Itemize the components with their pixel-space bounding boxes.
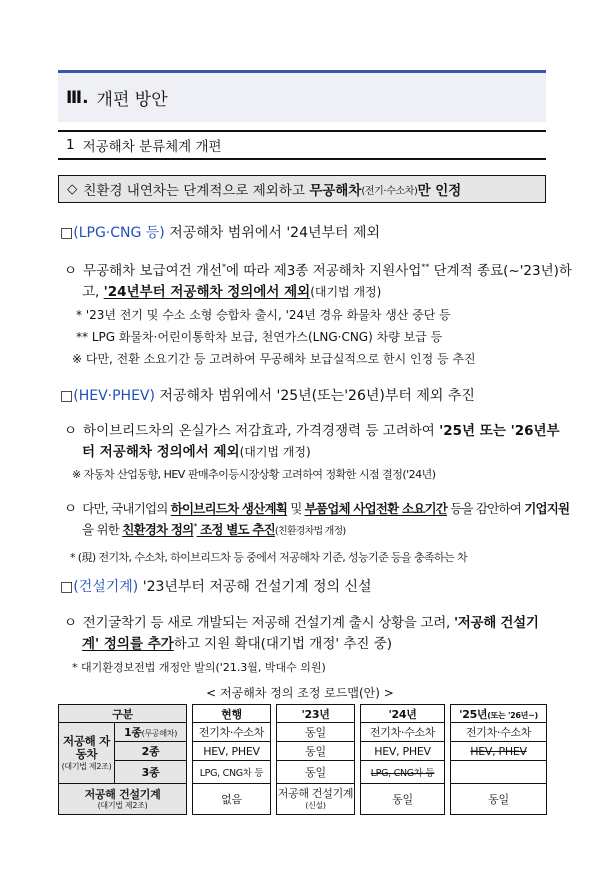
p2-emphasis: '25년 또는 '26년부 (439, 423, 560, 439)
table-row (59, 723, 547, 742)
footnote-mark: * (222, 262, 227, 272)
heading-text: 저공해차 범위에서 '24년부터 제외 (164, 225, 381, 241)
p3-text-d: 을 위한 (82, 522, 123, 537)
cell-current: 없음 (193, 784, 271, 815)
o-bullet: ㅇ (64, 501, 77, 517)
class-label: 3종 (115, 761, 187, 784)
heading-keyword: (HEV·PHEV) (73, 388, 155, 404)
p3-paren: (친환경차법 개정) (274, 526, 346, 537)
note-4: ※ 자동차 산업동향, HEV 판매추이등시장상황 고려하여 정확한 시점 결정('24년) (72, 468, 436, 481)
subsection-title-bar (58, 130, 546, 160)
cell-2025-struck: HEV, PHEV (451, 742, 547, 761)
cell-current: LPG, CNG차 등 (193, 761, 271, 784)
cell-2023: 동일 (277, 761, 355, 784)
footnote-mark: ** (421, 262, 430, 272)
group-name: 저공해 건설기계 (84, 787, 161, 801)
p3-emphasis-d: 친환경차 정의 (122, 522, 194, 537)
class-label: 2종 (115, 742, 187, 761)
group-note: (대기법 제2조) (61, 761, 112, 771)
p3-emphasis-a: 하이브리드차 생산계획 (170, 501, 288, 516)
group-name: 저공해 자동차 (63, 734, 110, 762)
p1-text-c: 단계적 종료(~'23년)하 (429, 263, 572, 279)
subsection-title: 저공해차 분류체계 개편 (82, 139, 222, 155)
group-construction-machinery (59, 784, 187, 815)
note-2: ** LPG 화물차·어린이통학차 보급, 천연가스(LNG·CNG) 차량 보급 등 (76, 330, 443, 344)
cell-2024-struck: LPG, CNG차 등 (361, 761, 445, 784)
p3-text-c: 등을 감안하여 (447, 501, 525, 516)
p4-emphasis-b: 계' 정의를 추가 (82, 636, 174, 652)
box-bullet: □ (60, 225, 74, 241)
summary-paren: (전기·수소차) (361, 185, 418, 197)
note-6: * 대기환경보전법 개정안 발의('21.3월, 박대수 의원) (72, 661, 326, 674)
table-row (59, 742, 547, 761)
heading-keyword: (건설기계) (73, 579, 139, 595)
p4-text-a: 전기굴착기 등 새로 개발되는 저공해 건설기계 출시 상황을 고려, (82, 615, 454, 631)
summary-post: 만 인정 (417, 183, 462, 199)
p3-text-a: 다만, 국내기업의 (82, 501, 171, 516)
paragraph-1-line-1 (64, 259, 572, 279)
paragraph-4-line-1 (64, 611, 539, 631)
cell-2024: 동일 (361, 784, 445, 815)
section-title: 개편 방안 (96, 90, 168, 110)
summary-text: 친환경 내연차는 단계적으로 제외하고 (83, 183, 310, 199)
note-3: ※ 다만, 전환 소요기간 등 고려하여 무공해차 보급실적으로 한시 인정 등 추진 (72, 352, 476, 366)
note-1: * '23년 전기 및 수소 소형 승합차 출시, '24년 경유 화물차 생산 중단 등 (76, 308, 451, 322)
p1-text-b: 에 따라 제3종 저공해차 지원사업 (226, 263, 422, 279)
p3-text-b: 및 (287, 501, 305, 516)
box-bullet: □ (60, 579, 74, 595)
class-note: (무공해차) (141, 729, 178, 738)
paragraph-3-line-1 (64, 497, 569, 517)
paragraph-3-line-2 (82, 520, 346, 538)
p4-text-b: 하고 지원 확대(대기법 개정' 추진 중) (173, 636, 393, 652)
p2-emphasis-2: 터 저공해차 정의에서 제외 (82, 444, 240, 460)
heading-hev-phev (60, 385, 475, 405)
header-2025-label: '25년 (459, 707, 488, 721)
footnote-mark: * (193, 521, 197, 531)
p3-emphasis-e: 조정 별도 추진 (196, 522, 275, 537)
header-2024: '24년 (361, 705, 445, 723)
group-low-emission-vehicle (59, 723, 115, 784)
cell-2025 (451, 761, 547, 784)
o-bullet: ㅇ (64, 615, 77, 631)
header-current: 현행 (193, 705, 271, 723)
cell-2025: 동일 (451, 784, 547, 815)
header-2025 (451, 705, 547, 723)
p1-paren: (대기법 개정) (310, 285, 382, 299)
heading-text: 저공해차 범위에서 '25년(또는'26년)부터 제외 추진 (154, 388, 475, 404)
o-bullet: ㅇ (64, 263, 78, 279)
diamond-bullet: ◇ (67, 181, 78, 197)
cell-2024: 전기차·수소차 (361, 723, 445, 742)
section-number: Ⅲ. (66, 87, 89, 108)
roadmap-caption: < 저공해차 정의 조정 로드맵(안) > (206, 686, 394, 700)
p2-paren: (대기법 개정) (239, 445, 311, 459)
paragraph-2-line-2 (82, 440, 311, 460)
p1-text-d: 고, (82, 284, 104, 300)
cell-2023 (277, 784, 355, 815)
cell-2023-note: (신설) (305, 800, 326, 810)
class-label: 1종 (123, 726, 142, 739)
cell-2023: 동일 (277, 742, 355, 761)
summary-box (58, 175, 546, 203)
p3-emphasis-b: 부품업체 사업전환 소요기간 (304, 501, 448, 516)
header-category: 구분 (59, 705, 187, 723)
cell-2023: 동일 (277, 723, 355, 742)
paragraph-2-line-1 (64, 419, 560, 439)
heading-lpg-cng (60, 222, 380, 242)
cell-2023-label: 저공해 건설기계 (277, 787, 354, 801)
group-note: (대기법 제2조) (97, 800, 148, 810)
p1-emphasis: '24년부터 저공해차 정의에서 제외 (103, 284, 311, 300)
cell-current: 전기차·수소차 (193, 723, 271, 742)
paragraph-1-line-2 (82, 280, 381, 300)
heading-text: '23년부터 저공해 건설기계 정의 신설 (138, 579, 372, 595)
cell-current: HEV, PHEV (193, 742, 271, 761)
table-row (59, 784, 547, 815)
heading-construction (60, 576, 372, 596)
p1-text-a: 무공해차 보급여건 개선 (83, 263, 223, 279)
p3-emphasis-c: 기업지원 (524, 501, 570, 516)
cell-2024: HEV, PHEV (361, 742, 445, 761)
note-5: * (現) 전기차, 수소차, 하이브리드차 등 중에서 저공해차 기준, 성능기준 등을 충족하는 차 (70, 551, 467, 564)
subsection-number: 1 (66, 137, 75, 153)
section-title-bar (58, 70, 546, 122)
roadmap-table (58, 704, 547, 815)
header-2025-note: (또는 '26년~) (487, 710, 538, 720)
roadmap-header-row (59, 705, 547, 723)
p2-text-a: 하이브리드차의 온실가스 저감효과, 가격경쟁력 등 고려하여 (83, 423, 440, 439)
class-cell (115, 723, 187, 742)
header-2023: '23년 (277, 705, 355, 723)
box-bullet: □ (60, 388, 74, 404)
paragraph-4-line-2 (82, 632, 392, 652)
cell-2025: 전기차·수소차 (451, 723, 547, 742)
p4-emphasis-a: '저공해 건설기 (453, 615, 539, 631)
table-row (59, 761, 547, 784)
o-bullet: ㅇ (64, 423, 78, 439)
heading-keyword: (LPG·CNG 등) (73, 225, 165, 241)
summary-bold: 무공해차 (309, 183, 362, 199)
